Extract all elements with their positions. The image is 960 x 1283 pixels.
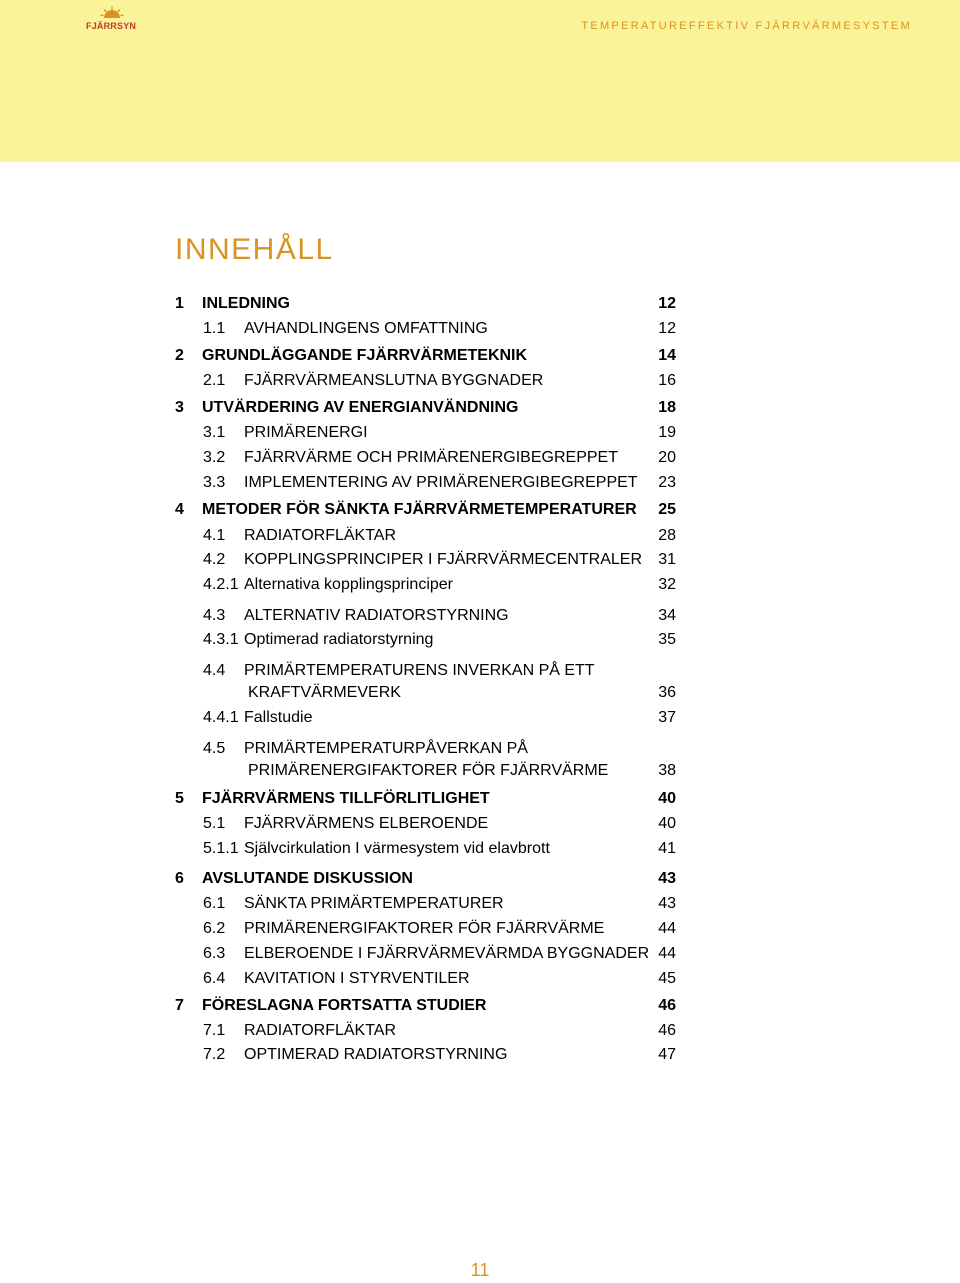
toc-page: 37 bbox=[658, 709, 676, 726]
toc-number: 3 bbox=[175, 399, 184, 416]
toc-title: INLEDNING bbox=[202, 295, 290, 312]
toc-page: 18 bbox=[658, 399, 676, 416]
sun-icon bbox=[100, 6, 124, 20]
toc-title: RADIATORFLÄKTAR bbox=[244, 1022, 397, 1039]
toc-page: 40 bbox=[658, 815, 676, 832]
toc-number: 1 bbox=[175, 295, 184, 312]
toc-page: 12 bbox=[658, 295, 676, 312]
toc-page: 36 bbox=[658, 684, 676, 701]
toc-page: 35 bbox=[658, 631, 676, 648]
toc-title: RADIATORFLÄKTAR bbox=[244, 527, 397, 544]
toc-title: IMPLEMENTERING AV PRIMÄRENERGIBEGREPPET bbox=[244, 474, 638, 491]
toc-page: 46 bbox=[658, 997, 676, 1014]
toc-number: 6.1 bbox=[203, 895, 226, 912]
toc-number: 2.1 bbox=[203, 372, 226, 389]
toc-title: Alternativa kopplingsprinciper bbox=[244, 576, 453, 593]
toc-title: KOPPLINGSPRINCIPER I FJÄRRVÄRMECENTRALER bbox=[244, 551, 643, 568]
toc-title: UTVÄRDERING AV ENERGIANVÄNDNING bbox=[202, 399, 519, 416]
toc-title-continuation: KRAFTVÄRMEVERK bbox=[248, 684, 401, 701]
toc-title: Självcirkulation I värmesystem vid elavbrott bbox=[244, 840, 550, 857]
toc-number: 3.1 bbox=[203, 424, 226, 441]
toc-number: 4.3 bbox=[203, 607, 226, 624]
toc-title: Fallstudie bbox=[244, 709, 313, 726]
toc-page: 44 bbox=[658, 920, 676, 937]
toc-title: ALTERNATIV RADIATORSTYRNING bbox=[244, 607, 509, 624]
toc-number: 4.2.1 bbox=[203, 576, 239, 593]
toc-page: 16 bbox=[658, 372, 676, 389]
toc-page: 34 bbox=[658, 607, 676, 624]
page-number: 11 bbox=[470, 1260, 490, 1280]
toc-number: 6.4 bbox=[203, 970, 226, 987]
toc-page: 46 bbox=[658, 1022, 676, 1039]
toc-number: 7.1 bbox=[203, 1022, 226, 1039]
toc-title: AVSLUTANDE DISKUSSION bbox=[202, 870, 413, 887]
page-title: INNEHÅLL bbox=[175, 233, 334, 266]
toc-title: FÖRESLAGNA FORTSATTA STUDIER bbox=[202, 997, 487, 1014]
toc-number: 2 bbox=[175, 347, 184, 364]
logo-text: FJÄRRSYN bbox=[86, 21, 137, 31]
toc-page: 25 bbox=[658, 501, 676, 518]
toc-title: PRIMÄRTEMPERATURPÅVERKAN PÅ bbox=[244, 740, 528, 757]
toc-page: 40 bbox=[658, 790, 676, 807]
fjarrsyn-logo bbox=[86, 6, 138, 34]
toc-page: 14 bbox=[658, 347, 676, 364]
toc-number: 4.4 bbox=[203, 662, 226, 679]
toc-page: 28 bbox=[658, 527, 676, 544]
toc-page: 38 bbox=[658, 762, 676, 779]
toc-title: GRUNDLÄGGANDE FJÄRRVÄRMETEKNIK bbox=[202, 347, 528, 364]
toc-number: 7 bbox=[175, 997, 184, 1014]
toc-number: 5.1 bbox=[203, 815, 226, 832]
toc-number: 3.3 bbox=[203, 474, 226, 491]
toc-number: 4.3.1 bbox=[203, 631, 239, 648]
toc-page: 12 bbox=[658, 320, 676, 337]
toc-number: 4.2 bbox=[203, 551, 226, 568]
toc-title-continuation: PRIMÄRENERGIFAKTORER FÖR FJÄRRVÄRME bbox=[248, 762, 609, 779]
toc-page: 43 bbox=[658, 895, 676, 912]
toc-title: FJÄRRVÄRMENS ELBEROENDE bbox=[244, 815, 489, 832]
toc-title: Optimerad radiatorstyrning bbox=[244, 631, 434, 648]
toc-title: FJÄRRVÄRMEANSLUTNA BYGGNADER bbox=[244, 372, 544, 389]
toc-number: 1.1 bbox=[203, 320, 226, 337]
toc-number: 4.5 bbox=[203, 740, 226, 757]
toc-title: FJÄRRVÄRMENS TILLFÖRLITLIGHET bbox=[202, 790, 490, 807]
toc-number: 7.2 bbox=[203, 1046, 226, 1063]
toc-number: 6.3 bbox=[203, 945, 226, 962]
toc-page: 19 bbox=[658, 424, 676, 441]
toc-number: 5.1.1 bbox=[203, 840, 239, 857]
toc-page: 32 bbox=[658, 576, 676, 593]
toc-title: KAVITATION I STYRVENTILER bbox=[244, 970, 470, 987]
toc-title: OPTIMERAD RADIATORSTYRNING bbox=[244, 1046, 508, 1063]
toc-number: 6 bbox=[175, 870, 184, 887]
toc-page: 43 bbox=[658, 870, 676, 887]
running-title: TEMPERATUREFFEKTIV FJÄRRVÄRMESYSTEM bbox=[581, 20, 912, 32]
toc-page: 31 bbox=[658, 551, 676, 568]
toc-page: 23 bbox=[658, 474, 676, 491]
toc-page: 44 bbox=[658, 945, 676, 962]
toc-title: PRIMÄRENERGI bbox=[244, 424, 368, 441]
toc-number: 5 bbox=[175, 790, 184, 807]
toc-page: 20 bbox=[658, 449, 676, 466]
toc-number: 3.2 bbox=[203, 449, 226, 466]
toc-page: 41 bbox=[658, 840, 676, 857]
toc-page: 47 bbox=[658, 1046, 676, 1063]
toc-title: ELBEROENDE I FJÄRRVÄRMEVÄRMDA BYGGNADER bbox=[244, 945, 650, 962]
toc-title: PRIMÄRENERGIFAKTORER FÖR FJÄRRVÄRME bbox=[244, 920, 605, 937]
toc-page: 45 bbox=[658, 970, 676, 987]
toc-number: 6.2 bbox=[203, 920, 226, 937]
toc-number: 4 bbox=[175, 501, 184, 518]
toc-number: 4.4.1 bbox=[203, 709, 239, 726]
toc-title: PRIMÄRTEMPERATURENS INVERKAN PÅ ETT bbox=[244, 662, 595, 679]
toc-number: 4.1 bbox=[203, 527, 226, 544]
toc-title: FJÄRRVÄRME OCH PRIMÄRENERGIBEGREPPET bbox=[244, 449, 618, 466]
toc-title: METODER FÖR SÄNKTA FJÄRRVÄRMETEMPERATURER bbox=[202, 501, 637, 518]
toc-title: SÄNKTA PRIMÄRTEMPERATURER bbox=[244, 895, 504, 912]
toc-title: AVHANDLINGENS OMFATTNING bbox=[244, 320, 488, 337]
